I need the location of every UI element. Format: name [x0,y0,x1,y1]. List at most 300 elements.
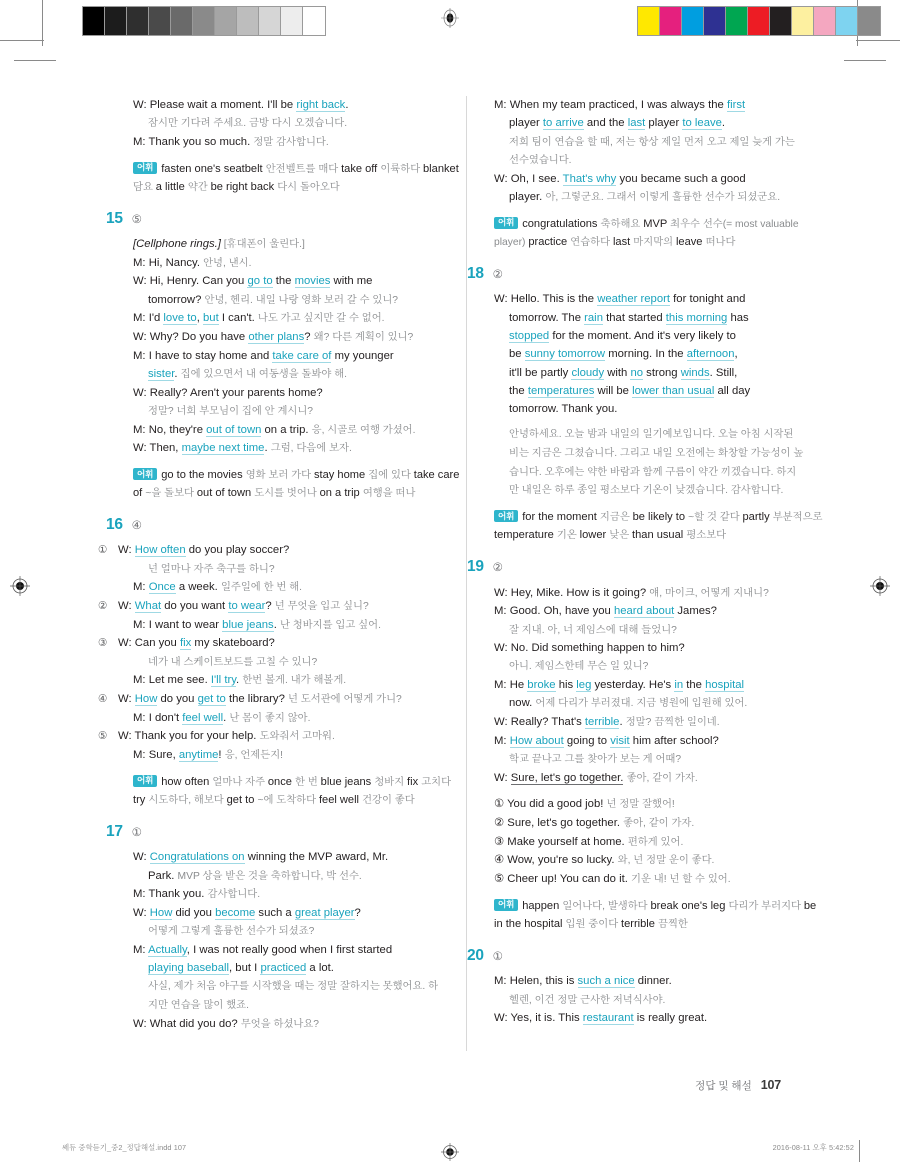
key-phrase: take care of [272,349,332,362]
key-phrase: sunny tomorrow [524,348,606,361]
question-number: 15 [106,209,123,227]
key-phrase: broke [527,679,556,692]
question-header [467,559,824,575]
dialogue-script [494,972,824,1027]
english-text: I have to stay home and [148,349,273,362]
question-number: 16 [106,515,123,533]
key-phrase: How about [509,734,564,747]
speaker-label: M: [494,99,510,111]
speaker-label: W: [494,716,511,729]
korean-translation: 네가 내 스케이트보드를 고칠 수 있니? [148,656,318,668]
korean-translation: 건강이 좋다 [362,794,415,806]
english-text: Oh, I see. [510,172,563,185]
english-text: ! [218,749,225,762]
speaker-label: W: [133,906,150,919]
speaker-label: M: [133,135,149,148]
choice-number: ⑤ [494,873,508,886]
english-text: out of town [196,486,255,499]
continued-dialogue-block [133,96,463,197]
english-text: Make yourself at home. [507,835,628,848]
korean-translation: 시도하다, 해보다 [148,794,227,806]
dialogue-line [133,291,463,310]
english-text: be right back [210,180,278,193]
registration-mark-bottom [440,1142,460,1162]
korean-translation: 넌 정말 잘했어! [606,799,675,811]
english-text: , [196,312,203,325]
english-text: Please wait a moment. I'll be [149,99,297,111]
crop-mark-left-lower-h [14,60,56,61]
korean-translation: 잠시만 기다려 주세요. 금방 다시 오겠습니다. [148,118,348,130]
dialogue-script [133,848,463,1033]
key-phrase: anytime [178,749,219,762]
english-text: When my team practiced, I was always the [509,99,727,111]
speaker-label: W: [133,275,150,288]
korean-translation: 좋아, 같이 가자. [623,818,695,830]
dialogue-line [494,732,824,750]
speaker-label: M: [133,618,149,631]
key-phrase: to wear [228,600,266,613]
korean-translation: 일어나다, 발생하다 [562,900,651,912]
dialogue-line [494,382,824,400]
english-text: Then, [149,442,182,455]
english-text: such a [255,906,295,919]
speaker-label: W: [494,1012,511,1025]
key-phrase: temperatures [527,384,595,397]
english-text: partly [742,511,773,524]
korean-translation: 나도 가고 싶지만 갈 수 없어. [257,313,385,325]
english-text: . [264,442,271,455]
english-text: player [645,117,683,130]
speaker-label: W: [133,331,150,344]
speaker-label: W: [494,642,511,655]
english-text: . [273,618,280,631]
question-header [467,948,824,964]
color-swatch [770,7,792,35]
korean-translation: 부분적으로 [772,512,823,524]
dialogue-line [494,713,824,732]
english-text: Can you [134,637,180,650]
korean-translation: MVP 상을 받은 것을 축하합니다, 박 선수. [177,870,362,882]
process-color-bar [637,6,881,36]
speaker-label: W: [494,293,511,306]
dialogue-line [133,941,463,959]
dialogue-line [133,904,463,922]
korean-translation: 난 몸이 좋지 않아. [229,712,311,724]
dialogue-line [133,133,463,152]
english-text: going to [563,734,611,747]
dialogue-line [133,328,463,347]
vocabulary-badge: 어휘 [133,162,157,174]
english-text: player. [509,191,546,204]
english-text: . [345,99,349,111]
key-phrase: lower than usual [632,384,715,397]
english-text: my younger [331,349,394,362]
vocabulary-note [494,216,824,252]
korean-translation: 청바지 [374,776,408,788]
key-phrase: get to [197,693,226,706]
vocabulary-note [133,774,463,810]
dialogue-line [494,188,824,207]
answer-choice[interactable] [494,833,824,852]
key-phrase: sister [148,368,175,381]
correct-answer: ⑤ [131,213,142,226]
korean-translation: 정말 감사합니다. [253,136,329,148]
english-text: Sure, [148,749,179,762]
english-text: practice [528,235,571,248]
english-text: Let me see. [148,674,211,687]
question-header [467,266,824,282]
answer-choice[interactable] [494,851,824,870]
answer-choice-list [494,795,824,888]
korean-translation: 선수였습니다. [509,155,572,167]
question-block [98,515,463,810]
korean-translation: 마지막의 [633,236,676,248]
dialogue-line [494,1009,824,1027]
dialogue-line [494,133,824,152]
english-text: Really? That's [510,716,585,729]
english-text: do you play soccer? [185,544,290,557]
question-header [106,824,463,840]
english-text: I can't. [218,312,258,325]
dialogue-line [133,578,463,597]
english-text: I'd [148,312,164,325]
english-text: ? [304,331,314,344]
dialogue-line [133,439,463,458]
english-text: the [683,679,706,692]
english-text: yesterday. He's [591,679,675,692]
english-text: Wow, you're so lucky. [507,854,618,867]
korean-translation: 도와줘서 고마워. [259,731,335,743]
key-phrase: playing baseball [148,962,230,975]
question-number: 20 [467,946,484,964]
korean-translation: 연습하다 [570,236,613,248]
english-text: the [509,384,528,397]
english-text: him after school? [629,734,719,747]
korean-translation: 입원 중이다 [565,918,622,930]
english-text: will be [594,384,633,397]
dialogue-line [494,290,824,308]
color-swatch [814,7,836,35]
english-text: . Still, [709,366,738,379]
english-text: his [555,679,577,692]
dialogue-line [494,96,824,114]
key-phrase: such a nice [577,975,635,988]
english-text: try [133,793,149,806]
dialogue-line [494,444,824,463]
speaker-label: M: [494,975,510,988]
dialogue-line [133,347,463,365]
color-swatch [726,7,748,35]
key-phrase: practiced [260,962,307,975]
dialogue-line [494,750,824,769]
answer-choice[interactable] [494,870,824,889]
answer-choice[interactable] [494,795,824,814]
dialogue-line [133,421,463,440]
dialogue-line: ④ W: How do you get to the library? 넌 도서관에 어떻게 가니? [98,693,402,706]
correct-answer: ① [492,950,503,963]
key-phrase: How [149,906,173,919]
english-text: for the moment [522,511,600,524]
korean-translation: 정말? 너희 부모님이 집에 안 계시니? [148,406,314,417]
correct-answer: ② [492,562,503,575]
continued-dialogue-block [494,96,824,252]
dialogue-line [133,616,463,635]
vocabulary-badge: 어휘 [494,899,518,911]
dialogue-line [133,977,463,996]
key-phrase: blue jeans [222,618,274,631]
korean-translation: 잘 지내. 아, 너 제임스에 대해 들었니? [509,624,677,636]
dialogue-line [133,1015,463,1034]
english-text: has [727,311,749,324]
paragraph-gap [494,418,824,425]
korean-translation: 왜? 다른 계획이 있니? [313,332,414,344]
dialogue-line [133,560,463,579]
left-column [98,96,463,1039]
korean-translation: 넌 무엇을 입고 싶니? [274,601,369,613]
korean-translation: ~에 도착하다 [257,794,319,806]
key-phrase: fix [179,637,192,650]
english-text: lower [579,529,610,542]
speaker-label: M: [133,423,149,436]
gray-swatch [149,7,171,35]
vocabulary-badge: 어휘 [494,217,518,229]
speaker-label: M: [133,711,149,724]
english-text: You did a good job! [507,798,607,811]
dialogue-line [133,402,463,421]
korean-translation: 비는 지금은 그쳤습니다. 그리고 내일 오전에는 화창할 가능성이 높 [509,448,804,460]
dialogue-line [494,769,824,788]
english-text: get to [226,793,258,806]
korean-translation: 습니다. 오후에는 약한 바람과 함께 구름이 약간 끼겠습니다. 하지 [509,466,797,478]
gray-swatch [303,7,325,35]
english-text: blue jeans [320,775,375,788]
english-text: do you [157,693,198,706]
crop-mark-top-right-h [856,40,900,41]
english-text: a week. [175,581,221,594]
gray-swatch [281,7,303,35]
speaker-label: M: [133,749,149,762]
question-block [106,822,463,1034]
key-phrase: out of town [206,423,262,436]
korean-translation: 약간 [187,181,211,193]
speaker-label: W: [118,730,135,743]
english-text: strong [643,366,681,379]
dialogue-line [494,602,824,620]
color-swatch [660,7,682,35]
english-text: . [223,711,230,724]
dialogue-line [494,400,824,418]
korean-translation: 넌 도서관에 어떻게 가니? [288,694,402,706]
english-text: take care of [133,469,460,499]
right-column [467,96,824,1034]
speaker-label: W: [133,1017,150,1030]
speaker-label: W: [118,693,135,706]
english-text: now. [509,697,536,710]
english-text: , [734,348,738,361]
key-phrase: What [134,600,162,613]
answer-choice[interactable] [494,814,824,833]
stage-direction: [Cellphone rings.] [133,238,221,251]
dialogue-line [494,972,824,990]
english-text: Really? Aren't your parents home? [149,386,323,399]
key-phrase: How [134,693,158,706]
vocabulary-note [494,898,824,934]
speaker-label: M: [133,581,149,594]
korean-translation: [휴대폰이 울린다.] [220,239,305,251]
speaker-label: M: [494,734,510,747]
korean-translation: 무엇을 하셨나요? [240,1018,320,1030]
dialogue-line [494,425,824,444]
english-text: MVP [643,217,671,230]
key-phrase: That's why [562,172,617,185]
english-text: last [612,235,634,248]
english-text: on a trip [319,486,363,499]
english-text: Thank you for your help. [134,730,260,743]
crop-mark-right-lower-h [844,60,886,61]
key-phrase: love to [163,312,197,325]
korean-translation: 난 청바지를 입고 싶어. [279,619,381,631]
key-phrase: feel well [182,711,224,724]
korean-translation: 좋아, 같이 가자. [626,772,698,784]
english-text: fix [407,775,422,788]
english-text: Hi, Henry. Can you [149,275,248,288]
dialogue-line [133,384,463,402]
dialogue-line [494,114,824,132]
korean-translation: 끔찍한 [658,918,688,930]
korean-translation: 안녕하세요. 오늘 밤과 내일의 일기예보입니다. 오늘 아침 시작된 [509,429,794,441]
korean-translation: 다리가 부러지다 [728,900,804,912]
color-swatch [858,7,880,35]
english-text: for the moment. And it's very likely to [549,329,736,342]
question-block [467,558,824,934]
key-phrase: Once [148,581,176,594]
dialogue-script [98,541,463,764]
korean-translation: 안전벨트를 매다 [265,163,342,175]
speaker-label: W: [118,637,135,650]
speaker-label: M: [133,349,149,362]
key-phrase: I'll try [210,674,237,687]
korean-translation: 얘, 마이크, 어떻게 지내니? [649,587,769,599]
speaker-label: M: [133,674,149,687]
key-phrase: last [627,117,646,130]
english-text: James? [674,605,717,618]
korean-translation: 그럼, 다음에 보자. [270,443,352,455]
key-phrase: great player [294,906,355,919]
vocabulary-badge: 어휘 [133,468,157,480]
korean-translation: ~할 것 같다 [688,512,743,524]
grayscale-color-bar [82,6,326,36]
dialogue-line [133,96,463,114]
dialogue-line [133,709,463,728]
registration-mark-top [440,8,460,28]
korean-translation: 한 번 [295,776,321,788]
english-text: Yes, it is. This [510,1012,583,1025]
dialogue-line [494,327,824,345]
dialogue-line [494,694,824,713]
key-phrase: become [215,906,256,919]
registration-mark-right [870,576,890,596]
vocabulary-badge: 어휘 [133,775,157,787]
english-text: for tonight and [670,293,746,306]
key-phrase: winds [680,366,710,379]
color-swatch [704,7,726,35]
english-text: . [174,368,181,381]
korean-translation: 기온 [556,530,580,542]
key-phrase: weather report [597,293,671,306]
english-text: the library? [225,693,288,706]
english-text: No. Did something happen to him? [510,642,685,655]
choice-number: ④ [494,854,508,867]
color-swatch [682,7,704,35]
dialogue-line: ⑤ W: Thank you for your help. 도와줘서 고마워. [98,730,335,743]
english-text: that started [602,311,666,324]
color-swatch [748,7,770,35]
speaker-label: W: [133,442,150,455]
korean-translation: 얼마나 자주 [212,776,268,788]
registration-mark-left [10,576,30,596]
gray-swatch [105,7,127,35]
english-text: I want to wear [148,618,223,631]
korean-translation: 떠나다 [705,236,736,248]
korean-translation: 집에 있으면서 내 여동생을 돌봐야 해. [180,369,348,381]
speaker-label: W: [133,99,150,111]
dialogue-line [133,922,463,941]
choice-number: ③ [494,835,508,848]
dialogue-line [133,272,463,290]
key-phrase: rain [584,311,603,324]
english-text: take off [341,162,381,175]
english-text: What did you do? [149,1017,241,1030]
english-text: Thank you so much. [148,135,254,148]
vocabulary-note [494,509,824,545]
dialogue-line [133,254,463,273]
correct-answer: ② [492,268,503,281]
english-text: player [509,117,543,130]
korean-translation: 집에 있다 [368,470,414,482]
dialogue-line [133,867,463,886]
english-text: is really great. [633,1012,708,1025]
dialogue-line [133,309,463,328]
english-text: you became such a good [616,172,746,185]
korean-translation: 다시 돌아오다 [277,181,340,193]
english-text: be [509,348,525,361]
dialogue-line [494,463,824,482]
english-text: did you [172,906,216,919]
dialogue-line [494,364,824,382]
speaker-label: W: [494,586,511,599]
key-phrase: hospital [705,679,745,692]
speaker-label: W: [133,851,150,864]
english-text: happen [522,899,563,912]
korean-translation: 넌 얼마나 자주 축구를 하니? [148,563,275,575]
vocabulary-note [133,467,463,503]
english-text: and the [583,117,628,130]
english-text: ? [265,600,275,613]
dialogue-line [494,481,824,500]
vocabulary-badge: 어휘 [494,510,518,522]
question-block [467,946,824,1028]
dialogue-line [494,657,824,676]
gray-swatch [237,7,259,35]
dialogue-line [133,746,463,765]
korean-translation: 저희 팀이 연습을 할 때, 저는 항상 제일 먼저 오고 제일 늦게 가는 [509,136,795,148]
english-text: congratulations [522,217,601,230]
korean-translation: 아니. 제임스한테 무슨 일 있니? [509,661,649,673]
key-phrase: visit [610,734,630,747]
speaker-label: W: [494,172,511,185]
english-text: Hi, Nancy. [148,256,204,269]
dialogue-line [133,235,463,254]
